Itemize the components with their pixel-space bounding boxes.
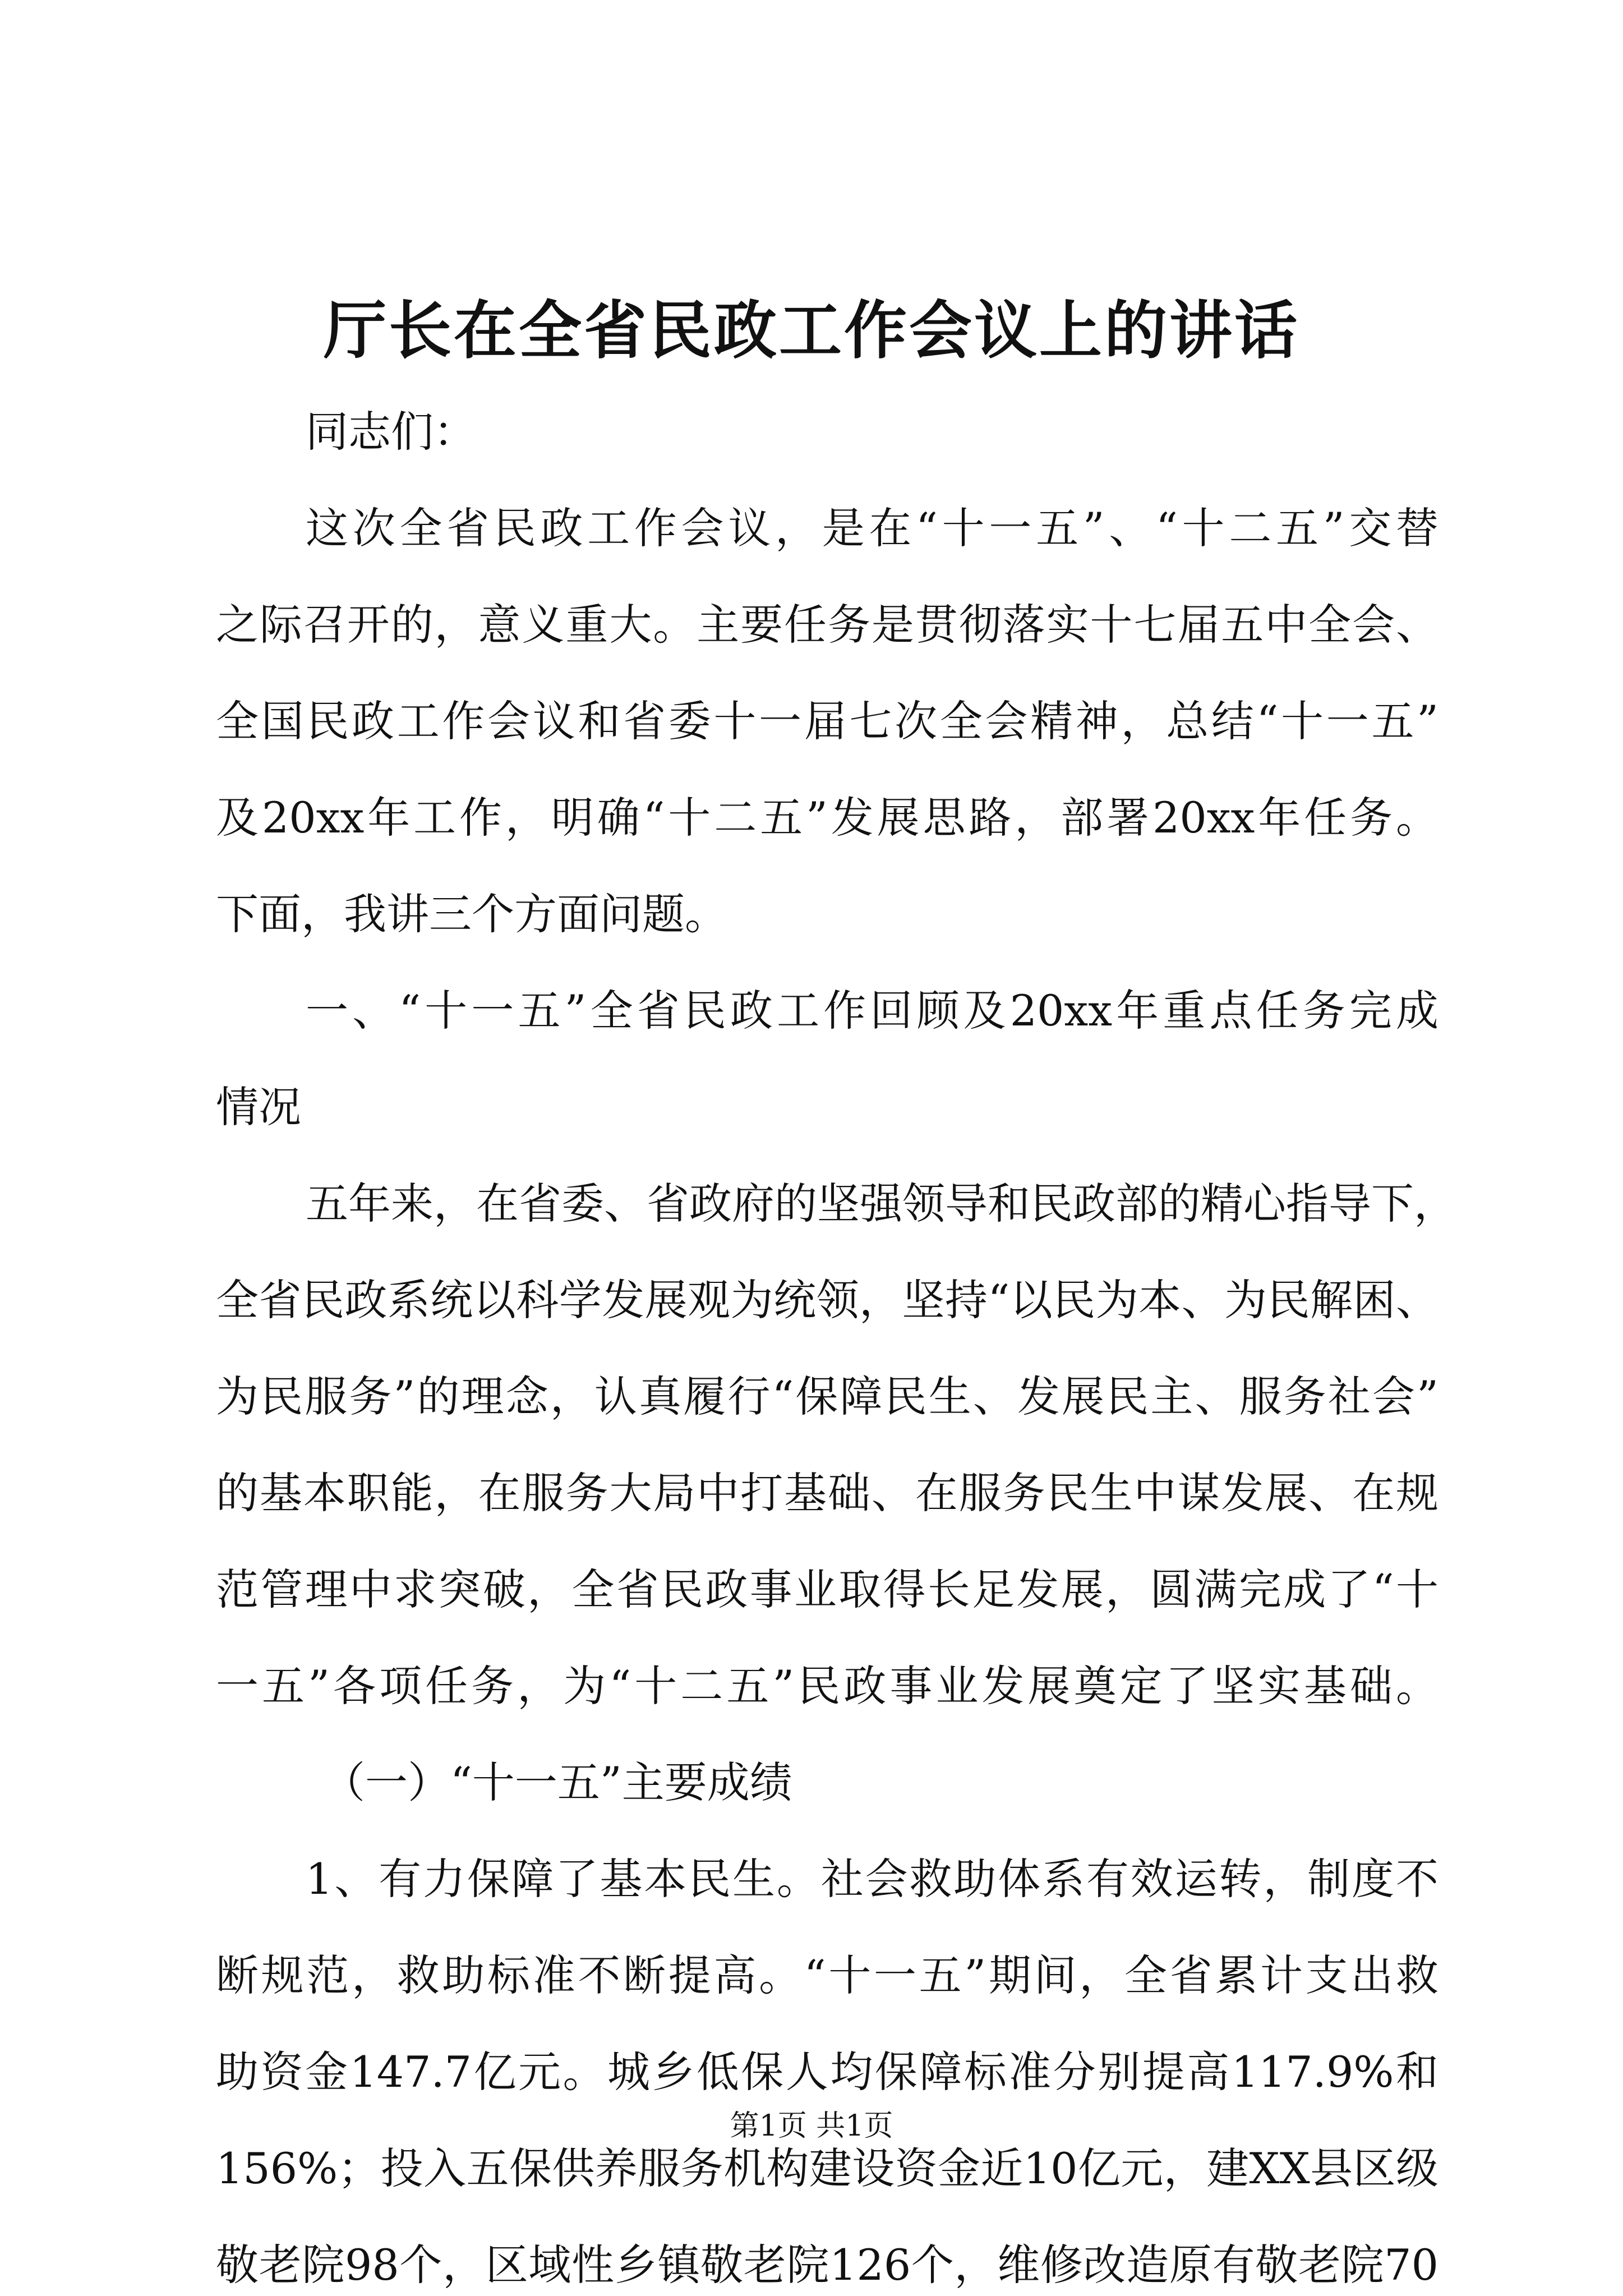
paragraph-line: 这次全省民政工作会议，是在“十一五”、“十二五”交替	[306, 503, 1438, 553]
paragraph-line: 1、有力保障了基本民生。社会救助体系有效运转，制度不	[306, 1854, 1438, 1904]
paragraph-line: 范管理中求突破，全省民政事业取得长足发展，圆满完成了“十	[216, 1565, 1438, 1614]
paragraph-line: 下面，我讲三个方面问题。	[216, 889, 727, 939]
subsection-heading-line: （一）“十一五”主要成绩	[322, 1757, 792, 1807]
section-heading-line: 一、“十一五”全省民政工作回顾及20xx年重点任务完成	[306, 986, 1438, 1036]
document-title: 厅长在全省民政工作会议上的讲话	[324, 294, 1299, 367]
paragraph-line: 的基本职能，在服务大局中打基础、在服务民生中谋发展、在规	[216, 1468, 1438, 1518]
paragraph-line: 全国民政工作会议和省委十一届七次全会精神，总结“十一五”	[216, 696, 1438, 746]
paragraph-line: 为民服务”的理念，认真履行“保障民生、发展民主、服务社会”	[216, 1372, 1438, 1421]
paragraph-line: 及20xx年工作，明确“十二五”发展思路，部署20xx年任务。	[216, 793, 1438, 843]
paragraph-line: 一五”各项任务，为“十二五”民政事业发展奠定了坚实基础。	[216, 1661, 1438, 1711]
paragraph-line: 全省民政系统以科学发展观为统领，坚持“以民为本、为民解困、	[216, 1275, 1438, 1325]
section-heading-line: 情况	[216, 1082, 301, 1132]
paragraph-line: 助资金147.7亿元。城乡低保人均保障标准分别提高117.9%和	[216, 2047, 1438, 2097]
paragraph-line: 敬老院98个，区域性乡镇敬老院126个，维修改造原有敬老院70	[216, 2240, 1438, 2290]
salutation-line: 同志们：	[306, 407, 476, 457]
paragraph-line: 五年来，在省委、省政府的坚强领导和民政部的精心指导下，	[306, 1179, 1456, 1228]
paragraph-line: 156%；投入五保供养服务机构建设资金近10亿元，建XX县区级	[216, 2143, 1438, 2193]
paragraph-line: 断规范，救助标准不断提高。“十一五”期间，全省累计支出救	[216, 1950, 1438, 2000]
paragraph-line: 之际召开的，意义重大。主要任务是贯彻落实十七届五中全会、	[216, 600, 1438, 650]
page-footer: 第1页 共1页	[730, 2109, 893, 2143]
